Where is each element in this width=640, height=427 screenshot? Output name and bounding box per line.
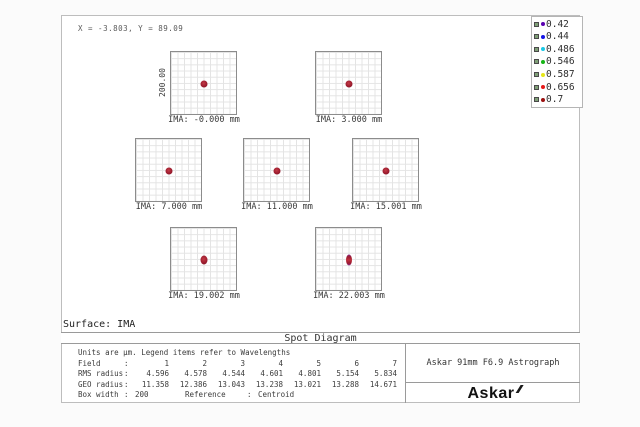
wavelength-dot-icon xyxy=(541,98,545,102)
spot-blob xyxy=(200,255,207,264)
legend-label: 0.7 xyxy=(546,94,564,106)
wavelength-dot-icon xyxy=(541,47,545,51)
legend-label: 0.587 xyxy=(546,69,575,81)
plot-title-bar xyxy=(61,332,580,344)
spot-data-table xyxy=(61,344,405,403)
legend-item xyxy=(534,81,582,93)
spot-grid-field-5 xyxy=(352,138,419,202)
wavelength-dot-icon xyxy=(541,73,545,77)
table-row-boxwidth: Box width : 200 Reference : Centroid xyxy=(78,390,295,400)
grid-symbol-icon xyxy=(534,97,539,102)
surface-label: Surface: IMA xyxy=(63,319,136,330)
legend-item xyxy=(534,18,582,30)
spot-blob xyxy=(165,167,172,174)
ima-label: IMA: 11.000 mm xyxy=(241,202,313,212)
wavelength-dot-icon xyxy=(541,60,545,64)
wavelength-dot-icon xyxy=(541,85,545,89)
spot-grid-field-6 xyxy=(170,227,237,291)
grid-symbol-icon xyxy=(534,59,539,64)
legend-label: 0.546 xyxy=(546,56,575,68)
legend-label: 0.656 xyxy=(546,81,575,93)
grid-symbol-icon xyxy=(534,85,539,90)
spot-grid-field-3 xyxy=(135,138,202,202)
scale-bar-label xyxy=(156,51,168,113)
ima-label: IMA: 19.002 mm xyxy=(168,291,240,301)
scale-bar-value: 200.00 xyxy=(157,67,167,97)
legend-item xyxy=(534,56,582,68)
instrument-name xyxy=(406,344,580,383)
grid-symbol-icon xyxy=(534,47,539,52)
askar-logo: Askar xyxy=(467,384,515,402)
wavelength-dot-icon xyxy=(541,35,545,39)
wavelength-legend xyxy=(531,16,583,108)
legend-label: 0.42 xyxy=(546,18,569,30)
spot-grid-field-1 xyxy=(170,51,237,115)
legend-label: 0.44 xyxy=(546,31,569,43)
ima-label: IMA: 15.001 mm xyxy=(350,202,422,212)
units-note: Units are µm. Legend items refer to Wavelengths xyxy=(78,348,291,357)
spot-blob xyxy=(273,167,280,174)
table-row-geo: GEO radius : 11.358 12.386 13.043 13.238 13.021 13.288 14.671 xyxy=(78,379,397,389)
instrument-label: Askar 91mm F6.9 Astrograph xyxy=(426,358,560,368)
legend-item xyxy=(534,31,582,43)
plot-title: Spot Diagram xyxy=(284,332,357,344)
spot-blob xyxy=(200,80,207,87)
legend-item xyxy=(534,94,582,106)
legend-item xyxy=(534,43,582,55)
table-row-field: Field : 1 2 3 4 5 6 7 xyxy=(78,358,397,368)
brand-logo-cell xyxy=(406,384,580,403)
ima-label: IMA: 7.000 mm xyxy=(135,202,203,212)
ima-label: IMA: 3.000 mm xyxy=(315,115,383,125)
spot-grid-field-4 xyxy=(243,138,310,202)
grid-symbol-icon xyxy=(534,34,539,39)
spot-blob xyxy=(382,167,389,174)
grid-symbol-icon xyxy=(534,72,539,77)
cursor-coordinates: X = -3.803, Y = 89.09 xyxy=(78,24,184,33)
spot-grid-field-2 xyxy=(315,51,382,115)
ima-label: IMA: 22.003 mm xyxy=(313,291,385,301)
wavelength-dot-icon xyxy=(541,22,545,26)
spot-blob xyxy=(346,254,352,265)
spot-blob xyxy=(345,80,352,87)
legend-label: 0.486 xyxy=(546,43,575,55)
ima-label: IMA: -0.000 mm xyxy=(168,115,240,125)
askar-logo-accent-icon xyxy=(516,385,524,393)
grid-symbol-icon xyxy=(534,22,539,27)
spot-grid-field-7 xyxy=(315,227,382,291)
legend-item xyxy=(534,69,582,81)
table-row-rms: RMS radius : 4.596 4.578 4.544 4.601 4.801 5.154 5.834 xyxy=(78,369,397,379)
